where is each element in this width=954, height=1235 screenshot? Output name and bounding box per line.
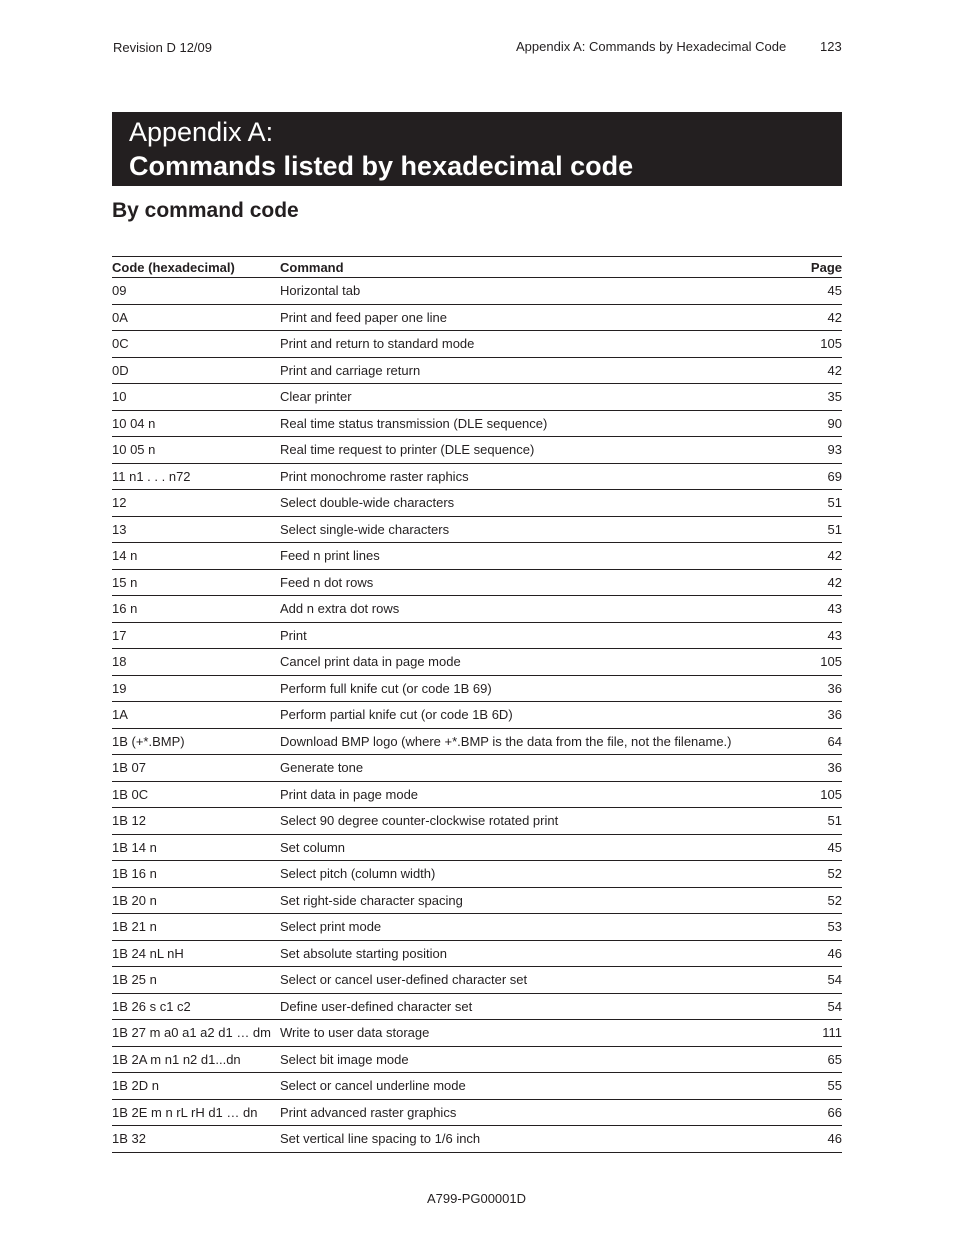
- table-row: [112, 1126, 842, 1153]
- table-row: [112, 914, 842, 941]
- page-cell: 43: [782, 596, 842, 623]
- command-cell: Set column: [280, 834, 782, 861]
- command-cell: Clear printer: [280, 384, 782, 411]
- code-cell: 0C: [112, 331, 280, 358]
- command-cell: Print: [280, 622, 782, 649]
- code-cell: 1B 2E m n rL rH d1 … dn: [112, 1099, 280, 1126]
- page-cell: 35: [782, 384, 842, 411]
- page-cell: 45: [782, 278, 842, 305]
- table-row: [112, 569, 842, 596]
- revision-label: Revision D 12/09: [113, 40, 212, 55]
- table-row: [112, 887, 842, 914]
- code-cell: 10 04 n: [112, 410, 280, 437]
- column-header-page: Page: [782, 257, 842, 278]
- table-row: [112, 1073, 842, 1100]
- chapter-label: Appendix A:: [129, 117, 274, 147]
- table-row: [112, 755, 842, 782]
- commands-table: [112, 256, 842, 1153]
- table-row: [112, 967, 842, 994]
- page-cell: 105: [782, 331, 842, 358]
- table-row: [112, 940, 842, 967]
- command-cell: Perform full knife cut (or code 1B 69): [280, 675, 782, 702]
- page-cell: 52: [782, 861, 842, 888]
- table-row: [112, 516, 842, 543]
- page-cell: 54: [782, 993, 842, 1020]
- command-cell: Generate tone: [280, 755, 782, 782]
- page-cell: 69: [782, 463, 842, 490]
- code-cell: 1B 24 nL nH: [112, 940, 280, 967]
- page-cell: 52: [782, 887, 842, 914]
- command-cell: Horizontal tab: [280, 278, 782, 305]
- page-cell: 42: [782, 569, 842, 596]
- code-cell: 1B 26 s c1 c2: [112, 993, 280, 1020]
- command-cell: Cancel print data in page mode: [280, 649, 782, 676]
- page-cell: 51: [782, 808, 842, 835]
- table-row: [112, 1099, 842, 1126]
- page-cell: 51: [782, 490, 842, 517]
- page-cell: 54: [782, 967, 842, 994]
- table-row: [112, 1020, 842, 1047]
- table-row: [112, 331, 842, 358]
- command-cell: Write to user data storage: [280, 1020, 782, 1047]
- command-cell: Select print mode: [280, 914, 782, 941]
- code-cell: 1B 2D n: [112, 1073, 280, 1100]
- table-row: [112, 596, 842, 623]
- code-cell: 12: [112, 490, 280, 517]
- code-cell: 1B 25 n: [112, 967, 280, 994]
- table-row: [112, 702, 842, 729]
- code-cell: 0A: [112, 304, 280, 331]
- code-cell: 1B 14 n: [112, 834, 280, 861]
- page-cell: 42: [782, 357, 842, 384]
- table-header-row: [112, 257, 842, 278]
- command-cell: Print advanced raster graphics: [280, 1099, 782, 1126]
- table-row: [112, 278, 842, 305]
- command-cell: Select bit image mode: [280, 1046, 782, 1073]
- page-cell: 65: [782, 1046, 842, 1073]
- command-cell: Feed n dot rows: [280, 569, 782, 596]
- command-cell: Print monochrome raster raphics: [280, 463, 782, 490]
- code-cell: 14 n: [112, 543, 280, 570]
- code-cell: 1B 12: [112, 808, 280, 835]
- page-cell: 36: [782, 675, 842, 702]
- command-cell: Select single-wide characters: [280, 516, 782, 543]
- page-cell: 46: [782, 940, 842, 967]
- code-cell: 11 n1 . . . n72: [112, 463, 280, 490]
- table-row: [112, 463, 842, 490]
- table-row: [112, 357, 842, 384]
- section-title: By command code: [112, 199, 299, 222]
- command-cell: Select pitch (column width): [280, 861, 782, 888]
- table-row: [112, 808, 842, 835]
- code-cell: 1B (+*.BMP): [112, 728, 280, 755]
- table-row: [112, 675, 842, 702]
- table-row: [112, 384, 842, 411]
- page-cell: 42: [782, 543, 842, 570]
- code-cell: 1B 07: [112, 755, 280, 782]
- code-cell: 10: [112, 384, 280, 411]
- command-cell: Set right-side character spacing: [280, 887, 782, 914]
- page-cell: 45: [782, 834, 842, 861]
- page-cell: 105: [782, 781, 842, 808]
- table-row: [112, 543, 842, 570]
- page-cell: 105: [782, 649, 842, 676]
- command-cell: Select 90 degree counter-clockwise rotated print: [280, 808, 782, 835]
- page-cell: 90: [782, 410, 842, 437]
- command-cell: Print and feed paper one line: [280, 304, 782, 331]
- command-cell: Print and return to standard mode: [280, 331, 782, 358]
- code-cell: 1B 16 n: [112, 861, 280, 888]
- column-header-command: Command: [280, 257, 782, 278]
- code-cell: 1A: [112, 702, 280, 729]
- page-cell: 36: [782, 755, 842, 782]
- chapter-title: Commands listed by hexadecimal code: [129, 151, 634, 181]
- command-cell: Select or cancel underline mode: [280, 1073, 782, 1100]
- table-row: [112, 1046, 842, 1073]
- command-cell: Define user-defined character set: [280, 993, 782, 1020]
- code-cell: 1B 2A m n1 n2 d1...dn: [112, 1046, 280, 1073]
- table-row: [112, 993, 842, 1020]
- page-cell: 64: [782, 728, 842, 755]
- code-cell: 1B 32: [112, 1126, 280, 1153]
- document-id-footer: A799-PG00001D: [427, 1191, 527, 1206]
- command-cell: Set vertical line spacing to 1/6 inch: [280, 1126, 782, 1153]
- chapter-banner: [112, 112, 842, 186]
- code-cell: 09: [112, 278, 280, 305]
- page-cell: 111: [782, 1020, 842, 1047]
- page-cell: 36: [782, 702, 842, 729]
- running-header-title: Appendix A: Commands by Hexadecimal Code: [516, 39, 787, 54]
- table-row: [112, 622, 842, 649]
- code-cell: 13: [112, 516, 280, 543]
- command-cell: Add n extra dot rows: [280, 596, 782, 623]
- page-number: 123: [820, 39, 842, 54]
- table-row: [112, 728, 842, 755]
- code-cell: 1B 0C: [112, 781, 280, 808]
- code-cell: 15 n: [112, 569, 280, 596]
- command-cell: Download BMP logo (where +*.BMP is the data from the file, not the filename.): [280, 728, 782, 755]
- code-cell: 10 05 n: [112, 437, 280, 464]
- command-cell: Feed n print lines: [280, 543, 782, 570]
- code-cell: 17: [112, 622, 280, 649]
- page-cell: 46: [782, 1126, 842, 1153]
- command-cell: Select or cancel user-defined character set: [280, 967, 782, 994]
- page-cell: 93: [782, 437, 842, 464]
- table-row: [112, 304, 842, 331]
- command-cell: Real time request to printer (DLE sequence): [280, 437, 782, 464]
- code-cell: 16 n: [112, 596, 280, 623]
- table-row: [112, 410, 842, 437]
- table-row: [112, 861, 842, 888]
- command-cell: Select double-wide characters: [280, 490, 782, 517]
- command-cell: Print and carriage return: [280, 357, 782, 384]
- command-cell: Set absolute starting position: [280, 940, 782, 967]
- command-cell: Real time status transmission (DLE sequence): [280, 410, 782, 437]
- page-cell: 42: [782, 304, 842, 331]
- command-cell: Perform partial knife cut (or code 1B 6D): [280, 702, 782, 729]
- code-cell: 18: [112, 649, 280, 676]
- page-cell: 53: [782, 914, 842, 941]
- page-cell: 51: [782, 516, 842, 543]
- table-row: [112, 649, 842, 676]
- table-row: [112, 490, 842, 517]
- page-cell: 66: [782, 1099, 842, 1126]
- table-row: [112, 781, 842, 808]
- column-header-code: Code (hexadecimal): [112, 257, 280, 278]
- page-cell: 55: [782, 1073, 842, 1100]
- command-cell: Print data in page mode: [280, 781, 782, 808]
- page-cell: 43: [782, 622, 842, 649]
- code-cell: 1B 21 n: [112, 914, 280, 941]
- table-row: [112, 834, 842, 861]
- code-cell: 1B 27 m a0 a1 a2 d1 … dm: [112, 1020, 280, 1047]
- code-cell: 0D: [112, 357, 280, 384]
- code-cell: 19: [112, 675, 280, 702]
- code-cell: 1B 20 n: [112, 887, 280, 914]
- table-row: [112, 437, 842, 464]
